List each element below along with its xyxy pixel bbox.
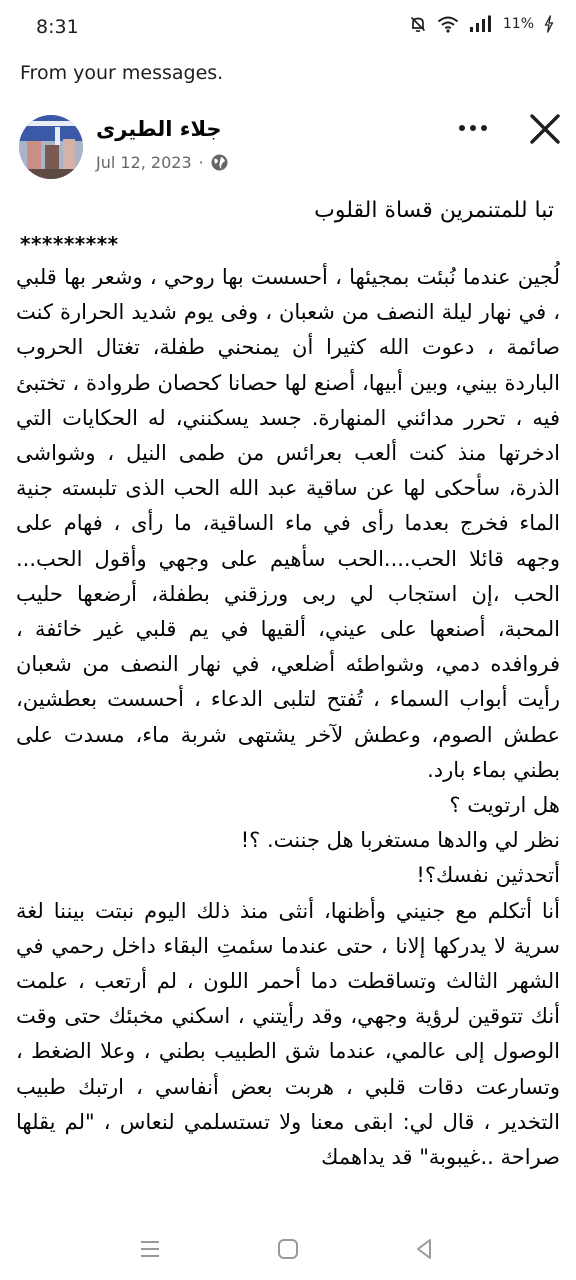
post-date[interactable]: Jul 12, 2023 xyxy=(96,153,192,172)
post-paragraph: لُجين عندما نُبئت بمجيئها ، أحسست بها روحي ، وشعر بها قلبي ، في نهار ليلة النصف من شعبان ، وفى يوم شديد الحرارة كنت صائمة ، دعوت الله كثيرا أن يمنحني طفلة، تغتال الحروب الباردة بيني، وبين أبيها، أصنع لها حصانا كحصان طروادة ، تختبئ فيه ، تحرر مدائني المنهارة. جسد يسكنني، له الحكايات التي ادخرتها منذ كنت ألعب بعرائس من طمى النيل ، وشواشى الذرة، سأحكى لها عن ساقية عبد الله الحب الذى تلبسته جنية الماء فخرج بعدما رأى في ماء الساقية، ما رأى ، فهام على وجهه قائلا الحب....الحب سأهيم على وجهي وأقول الحب... الحب ،إن استجاب لي ربى ورزقني بطفلة، أرضعها حليب المحبة، أصنعها على عيني، ألقيها في يم قلبي غير خائفة ، فروافده دمي، وشواطئه أضلعي، في نهار النصف من شعبان رأيت أبواب السماء ، تُفتح لتلبى الدعاء ، أحسست بعطشين، عطش الصوم، وعطش لآخر يشتهى شربة ماء، مسدت على بطني بماء بارد. xyxy=(16,265,560,782)
post-divider-stars: ********* xyxy=(20,232,119,256)
post-meta xyxy=(96,153,228,172)
post-body xyxy=(16,260,560,1234)
more-horizontal-icon xyxy=(455,110,491,146)
context-label: From your messages. xyxy=(20,62,224,84)
post-paragraph: أنا أتكلم مع جنيني وأظنها، أنثى منذ ذلك اليوم نبتت بيننا لغة سرية لا يدركها إلانا ، حتى عندما سئمتِ البقاء داخل رحمي في الشهر الثالث وتساقطت دما أحمر اللون ، لم أرتعب ، علمت أنك تتوقين لرؤية وجهي، وقد رأيتني ، اسكني مخبئك حتى وقت الوصول إلى عالمي، عندما شق الطبيب بطني ، وعلا الضغط ، وتسارعت دقات قلبي ، هربت بعض أنفاسي ، ارتبك طبيب التخدير ، قال لي: ابقى معنا ولا تستسلمي لنعاس ، "لم يقلها صراحة ..غيبوبة" قد يداهمك xyxy=(16,898,560,1170)
more-options-button[interactable] xyxy=(448,110,498,146)
post-paragraph: هل ارتويت ؟ xyxy=(449,793,560,818)
home-button[interactable] xyxy=(258,1218,318,1280)
back-button[interactable] xyxy=(394,1218,454,1280)
navigation-bar xyxy=(0,1218,576,1280)
close-button[interactable] xyxy=(524,108,566,150)
status-time: 8:31 xyxy=(36,16,79,38)
avatar-image xyxy=(19,115,83,179)
status-icons xyxy=(409,15,554,33)
meta-separator: · xyxy=(198,153,204,172)
recents-button[interactable] xyxy=(120,1218,180,1280)
close-icon xyxy=(524,108,566,150)
status-bar xyxy=(0,0,576,56)
battery-percent: 11% xyxy=(502,16,534,32)
globe-icon xyxy=(211,154,228,171)
post-paragraph: نظر لي والدها مستغربا هل جننت. ؟! xyxy=(240,828,560,853)
mute-bell-icon xyxy=(409,15,427,33)
avatar[interactable] xyxy=(19,115,83,179)
recents-icon xyxy=(139,1239,161,1259)
post-title: تبا للمتنمرين قساة القلوب xyxy=(314,198,554,223)
signal-icon xyxy=(469,15,493,33)
battery-charging-icon xyxy=(544,15,554,33)
post-paragraph: أتحدثين نفسك؟! xyxy=(416,863,560,888)
home-icon xyxy=(277,1238,299,1260)
wifi-icon xyxy=(437,15,459,33)
back-icon xyxy=(414,1238,434,1260)
author-name[interactable]: جلاء الطيرى xyxy=(96,117,222,141)
